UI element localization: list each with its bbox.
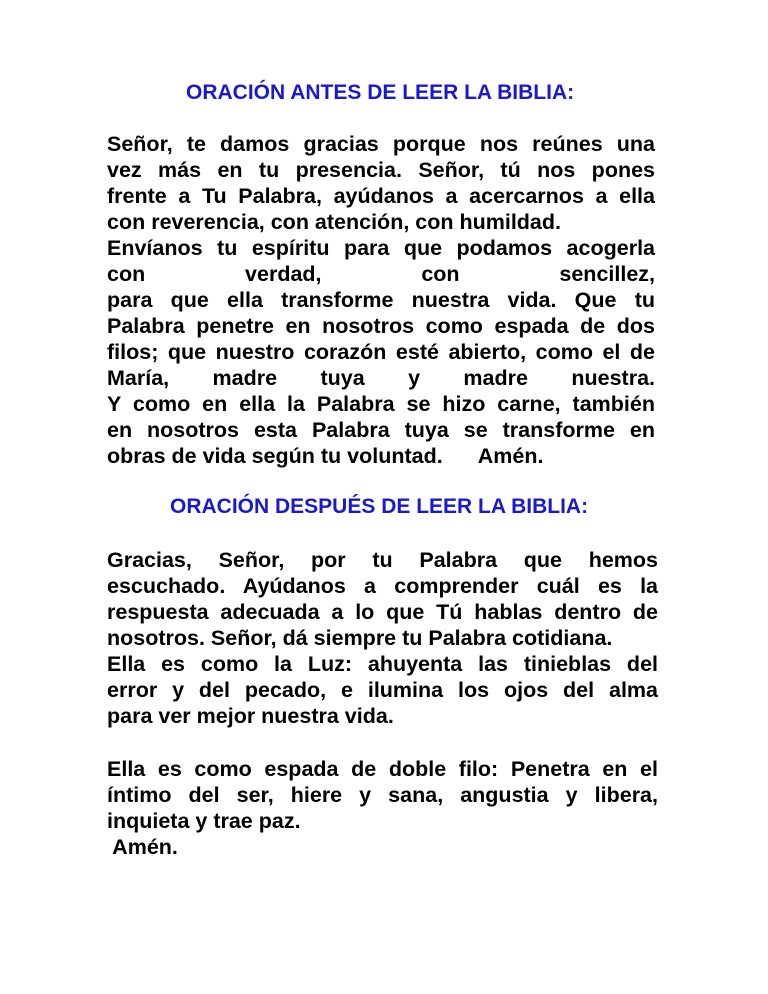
prayer-before-line: filos; que nuestro corazón esté abierto, como el de bbox=[107, 340, 655, 364]
prayer-after-line: inquieta y trae paz. bbox=[107, 809, 301, 833]
prayer-before-line: vez más en tu presencia. Señor, tú nos pones bbox=[107, 158, 655, 182]
prayer-after-line: nosotros. Señor, dá siempre tu Palabra cotidiana. bbox=[107, 626, 613, 650]
prayer-before-line: Envíanos tu espíritu para que podamos acogerla bbox=[107, 236, 655, 260]
prayer-before-line: para que ella transforme nuestra vida. Que tu bbox=[107, 288, 655, 312]
prayer-before-line: obras de vida según tu voluntad. Amén. bbox=[107, 444, 544, 468]
prayer-before-line: con reverencia, con atención, con humildad. bbox=[107, 210, 561, 234]
prayer-before-line: Y como en ella la Palabra se hizo carne, también bbox=[107, 392, 655, 416]
prayer-before-line: en nosotros esta Palabra tuya se transforme en bbox=[107, 418, 655, 442]
prayer-after-line: escuchado. Ayúdanos a comprender cuál es la bbox=[107, 574, 658, 598]
prayer-after-line: error y del pecado, e ilumina los ojos del alma bbox=[107, 678, 658, 702]
prayer-after-line: Gracias, Señor, por tu Palabra que hemos bbox=[107, 548, 658, 572]
prayer-after-line: Ella es como la Luz: ahuyenta las tinieblas del bbox=[107, 652, 658, 676]
prayer-after-line: respuesta adecuada a lo que Tú hablas dentro de bbox=[107, 600, 658, 624]
heading-prayer-after: ORACIÓN DESPUÉS DE LEER LA BIBLIA: bbox=[170, 495, 589, 518]
prayer-before-line: Señor, te damos gracias porque nos reúnes una bbox=[107, 132, 655, 156]
heading-prayer-before: ORACIÓN ANTES DE LEER LA BIBLIA: bbox=[186, 81, 575, 104]
prayer-after-line: para ver mejor nuestra vida. bbox=[107, 704, 394, 728]
prayer-before-line: frente a Tu Palabra, ayúdanos a acercarnos a ella bbox=[107, 184, 655, 208]
prayer-after-line: íntimo del ser, hiere y sana, angustia y libera, bbox=[107, 783, 658, 807]
prayer-before-line: María, madre tuya y madre nuestra. bbox=[107, 366, 655, 390]
prayer-before-line: Palabra penetre en nosotros como espada de dos bbox=[107, 314, 655, 338]
prayer-after-line: Ella es como espada de doble filo: Penetra en el bbox=[107, 757, 658, 781]
prayer-before-line: con verdad, con sencillez, bbox=[107, 262, 655, 286]
prayer-after-amen: Amén. bbox=[107, 835, 178, 859]
